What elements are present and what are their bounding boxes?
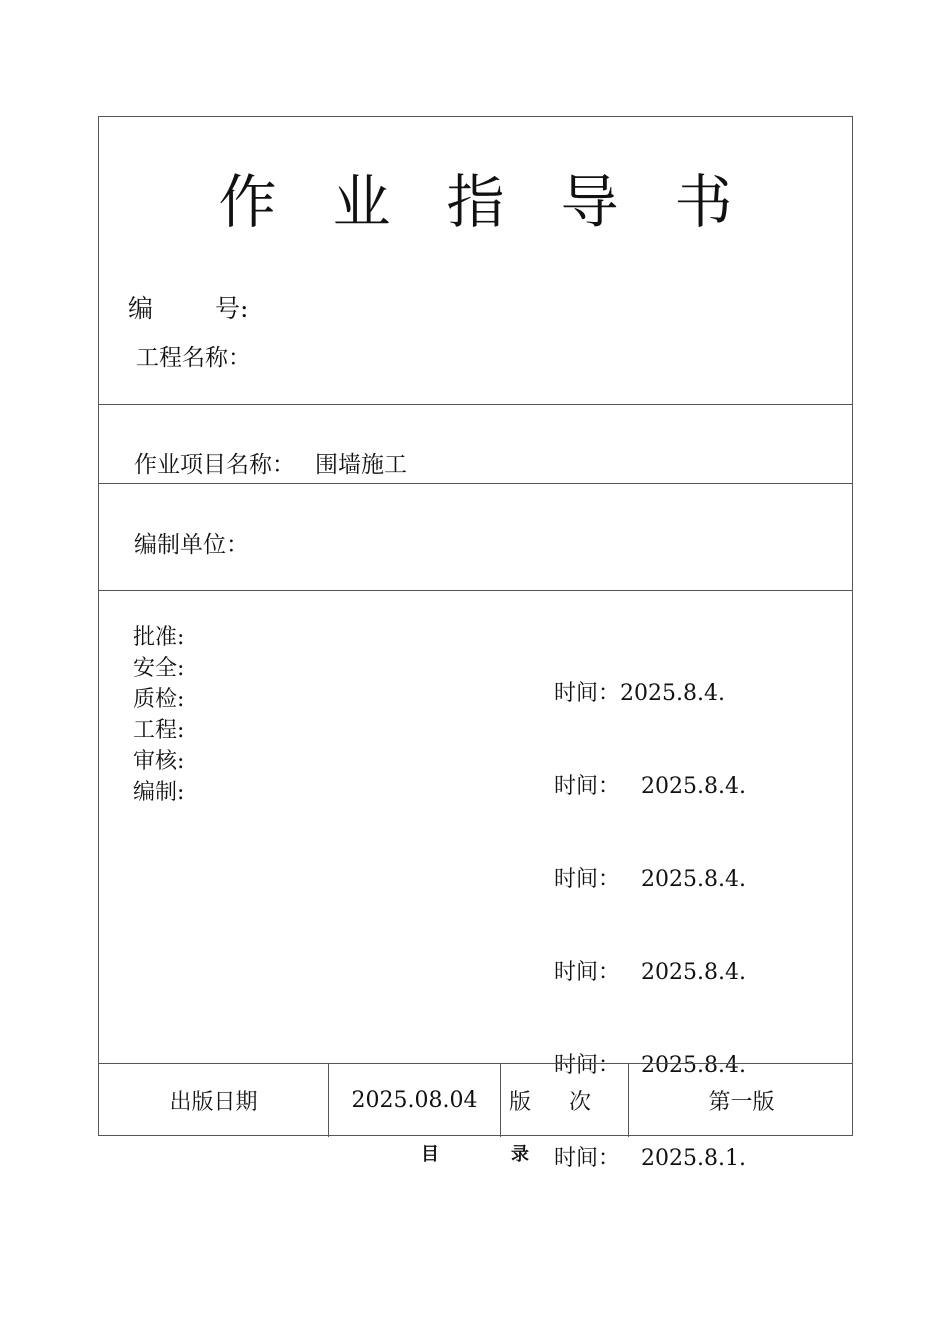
title-char: 书 bbox=[674, 168, 733, 236]
number-label bbox=[128, 289, 248, 325]
work-item-value: 围墙施工 bbox=[315, 452, 407, 478]
time-approve: 时间：2025.8.4. bbox=[554, 681, 725, 706]
time-engineering: 时间： 2025.8.4. bbox=[554, 960, 746, 985]
role-quality: 质检: bbox=[133, 687, 185, 712]
title-char: 指 bbox=[446, 168, 505, 236]
divider bbox=[99, 590, 852, 591]
project-name-label: 工程名称： bbox=[136, 345, 251, 371]
number-label-a: 编 bbox=[128, 294, 154, 323]
role-engineering: 工程: bbox=[133, 718, 185, 743]
role-approve: 批准: bbox=[133, 625, 185, 650]
time-quality: 时间： 2025.8.4. bbox=[554, 867, 746, 892]
title-char: 导 bbox=[560, 168, 619, 236]
approval-roles bbox=[133, 622, 184, 808]
role-compile: 编制: bbox=[133, 780, 185, 805]
work-item-row bbox=[134, 446, 407, 479]
role-review: 审核: bbox=[133, 749, 185, 774]
publish-date-value: 2025.08.04 bbox=[351, 1088, 478, 1113]
time-safety: 时间： 2025.8.4. bbox=[554, 774, 746, 799]
toc-char-b: 录 bbox=[511, 1144, 529, 1165]
toc-char-a: 目 bbox=[421, 1144, 439, 1165]
compiling-unit-label: 编制单位： bbox=[134, 532, 249, 558]
time-review: 时间： 2025.8.4. bbox=[554, 1053, 746, 1078]
edition-label bbox=[501, 1064, 628, 1137]
edition-label-b: 次 bbox=[569, 1090, 592, 1115]
role-safety: 安全: bbox=[133, 656, 185, 681]
title-char: 业 bbox=[332, 168, 391, 236]
toc-heading bbox=[0, 1140, 950, 1166]
document-frame bbox=[98, 116, 853, 1171]
edition-value: 第一版 bbox=[708, 1090, 775, 1115]
work-item-label: 作业项目名称： bbox=[134, 452, 295, 478]
divider bbox=[99, 404, 852, 405]
time-compile: 时间： 2025.8.1. bbox=[554, 1146, 746, 1171]
edition-label-a: 版 bbox=[509, 1090, 532, 1115]
divider bbox=[99, 483, 852, 484]
publish-date-label: 出版日期 bbox=[169, 1090, 258, 1115]
title-char: 作 bbox=[218, 168, 277, 236]
document-title bbox=[99, 155, 852, 239]
number-label-b: 号: bbox=[215, 294, 249, 323]
